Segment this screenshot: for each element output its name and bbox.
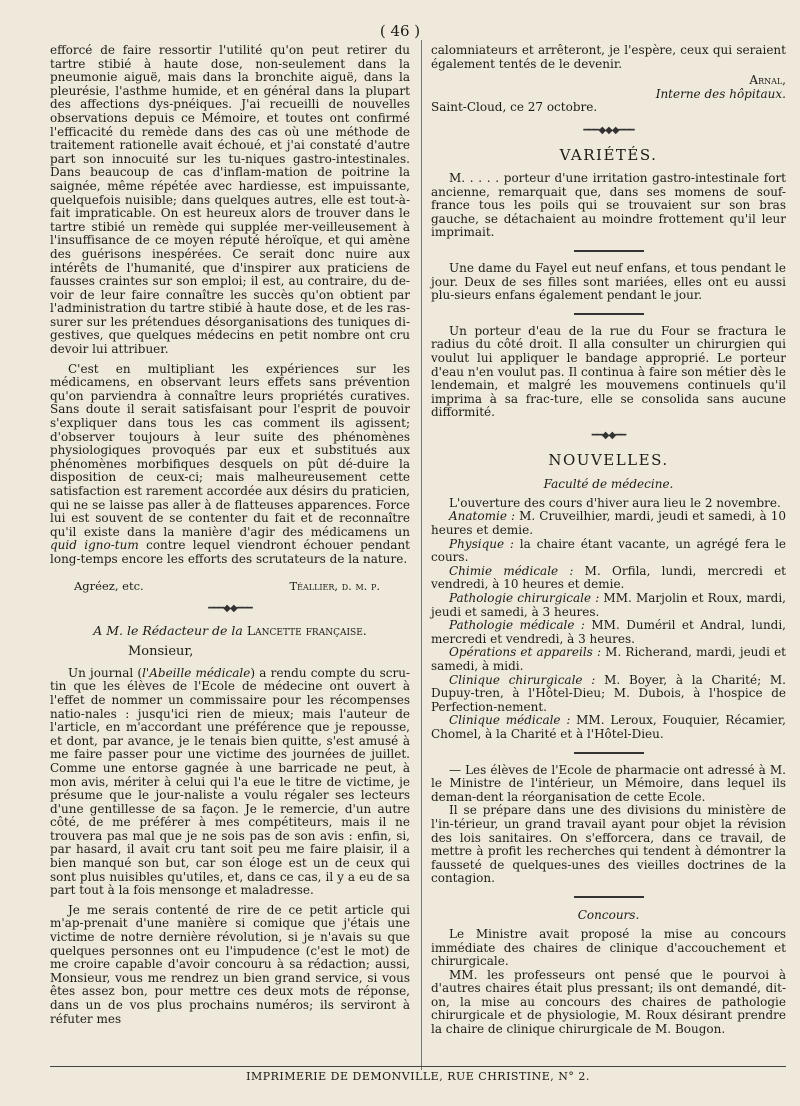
subsection-title-concours: Concours. [577, 907, 640, 922]
paragraph: Une dame du Fayel eut neuf enfans, et tous pendant le jour. Deux de ses filles sont mariées, elles ont eu aussi plu-sieurs enfans également pendant le jour. [431, 260, 786, 303]
paragraph: — Les élèves de l'Ecole de pharmacie ont adressé à M. le Ministre de l'intérieur, un Mémoire, dans lequel ils deman-dent la réorganisation de cette Ecole. [431, 762, 786, 804]
signer-title: Interne des hôpitaux. [655, 86, 786, 101]
course-details: M. Orfila, lundi, mercredi et vendredi, à 10 heures et demie. [431, 563, 786, 592]
course-subject: Clinique médicale : [449, 713, 571, 728]
letter-signer: Arnal, [749, 73, 786, 88]
letter-heading-text: A M. le Rédacteur de la [93, 622, 247, 638]
left-column [50, 44, 410, 1026]
course-details: la chaire étant vacante, un agrégé fera le cours. [431, 536, 787, 565]
course-details: M. Boyer, à la Charité; M. Dupuy-tren, à l'Hôtel-Dieu; M. Dubois, à l'hospice de Perfection-nement. [431, 672, 786, 714]
paragraph: MM. les professeurs ont pensé que le pourvoi à d'autres chaires était plus pressant; ils ont demandé, dit-on, la mise au concours des chaires de pathologie chirurgicale et de physiologie, M. Roux désirant prendre la chaire de clinique chirurgicale de M. Bougon. [431, 967, 786, 1037]
letter-heading [50, 624, 410, 638]
paragraph: calomniateurs et arrêteront, je l'espère, ceux qui seraient également tentés de le devenir. [431, 43, 786, 71]
signature: Téallier, d. m. p. [289, 578, 380, 593]
course-subject: Anatomie : [449, 509, 516, 524]
journal-title: l'Abeille médicale [142, 665, 251, 680]
page-number: ( 46 ) [379, 22, 421, 40]
course-subject: Pathologie médicale : [449, 618, 585, 633]
paragraph: efforcé de faire ressortir l'utilité qu'on peut retirer du tartre stibié à haute dose, non-seulement dans la pneumonie aiguë, mais dans la bronchite aiguë, dans la pleurésie, l'asthme humide, et en général dans la plupart des affections dys-pnéiques. J'ai recueilli de nouvelles observations depuis ce Mémoire, et toutes ont confirmé l'efficacité du remède dans des cas où une méthode de traitement rationelle avait échoué, et j'ai constaté d'autre part son innocuité sur les tu-niques gastro-intestinales. Dans beaucoup de cas d'inflam-mation de poitrine la saignée, même répétée avec hardiesse, est impuissante, quelquefois nuisible; dans quelques autres, elle est tout-à-fait impraticable. On est heureux alors de trouver dans le tartre stibié un remède qui supplée mer-veilleusement à l'insuffisance de ce moyen réputé héroïque, et qui amène des guérisons inespérées. Ce serait donc nuire aux intérêts de l'humanité, que d'inspirer aux praticiens de fausses craintes sur son emploi; il est, au contraire, du de-voir de leur faire connaître les succès qu'on obtient par l'administration du tartre stibié à haute dose, et de les ras-surer sur les prétendues désorganisations des tuniques di-gestives, que quelques médecins en petit nombre ont cru devoir lui attribuer. [50, 43, 410, 357]
right-column [431, 44, 786, 1037]
paragraph [50, 667, 410, 898]
salutation: Monsieur, [128, 644, 194, 660]
paragraph-text: C'est en multipliant les expériences sur les médicamens, en observant leurs effets sans prévention qu'on parviendra à connaître leurs propriétés curatives. Sans doute il serait satisfaisant pour l'esprit de pouvoir s'expliquer dans tous les cas comment ils agissent; d'observer toujours à leur suite des phénomènes physiologiques provoqués par eux et substitués aux phénomènes morbifiques desquels on pût dé-duire la disposition de ceux-ci; mais malheureusement cette satisfaction est rarement accordée aux désirs du praticien, qui ne se laisse pas aller à de flatteuses apparences. Force lui est souvent de se contenter du fait et de reconnaître qu'il existe dans la manière d'agir des médicamens un [50, 361, 410, 539]
course-subject: Physique : [449, 536, 514, 551]
course-details: MM. Duméril et Andral, lundi, mercredi et vendredi, à 3 heures. [431, 618, 786, 646]
paragraph-text: ) a rendu compte du scru-tin que les élèves de l'Ecole de médecine ont ouvert à l'effet de nommer un commissaire pour les récompenses natio-nales : jusqu'ici rien de mieux; mais l'auteur de l'article, en m'accordant une préférence que je repousse, et dont, par avance, je le tenais bien quitte, s'est amusé à me faire passer pour une victime des journées de juillet. Comme une entorse gagnée à une barricade ne peut, à mon avis, mériter à celui qui l'a eue le titre de victime, je présume que le jour-naliste a voulu régaler ses lecteurs d'une gentillesse de sa façon. Je le remercie, d'un autre côté, de me préférer à mes compétiteurs, mais il ne trouvera pas mal que je ne sois pas de son avis : enfin, si, par hasard, il avait cru tant soit peu me faire plaisir, il a bien manqué son but, car son éloge est un de ceux qui sont plus nuisibles qu'utiles, et, dans ce cas, il y a eu de sa part tout à la fois mensonge et maladresse. [50, 665, 410, 898]
course-subject: Clinique chirurgicale : [449, 672, 596, 687]
course-details: M. Richerand, mardi, jeudi et samedi, à midi. [431, 645, 786, 673]
list-item [431, 714, 786, 741]
section-title-varietes: VARIÉTÉS. [559, 145, 658, 164]
list-item [431, 565, 786, 592]
ornament-divider: ━━━◆◆━━━ [208, 602, 252, 614]
list-item [431, 646, 786, 673]
course-details: MM. Marjolin et Roux, mardi, jeudi et samedi, à 3 heures. [431, 591, 786, 619]
ornament-divider: ━━━◆◆◆━━━ [583, 124, 634, 136]
paragraph-text: Un journal ( [68, 665, 143, 680]
column-divider [421, 40, 422, 1070]
subsection-title-faculte: Faculté de médecine. [543, 476, 674, 491]
short-rule [574, 250, 644, 252]
journal-name: Lancette française. [246, 622, 367, 638]
printer-imprint: IMPRIMERIE DE DEMONVILLE, RUE CHRISTINE, N° 2. [50, 1066, 786, 1083]
list-item [431, 538, 786, 565]
latin-phrase: quid igno-tum [50, 538, 139, 553]
short-rule [574, 752, 644, 754]
list-item [431, 592, 786, 619]
letter-closing [50, 579, 410, 593]
course-details: MM. Leroux, Fouquier, Récamier, Chomel, à la Charité et à l'Hôtel-Dieu. [431, 713, 786, 741]
section-title-nouvelles: NOUVELLES. [548, 450, 669, 469]
paragraph: Le Ministre avait proposé la mise au concours immédiate des chaires de clinique d'accouchement et chirurgicale. [431, 926, 786, 969]
paragraph: M. . . . . porteur d'une irritation gastro-intestinale fort ancienne, remarquait que, dans ses momens de souf-france tous les poils qui se trouvaient sur son bras gauche, se détachaient au moindre frottement qu'il leur imprimait. [431, 170, 786, 240]
course-subject: Pathologie chirurgicale : [449, 591, 600, 606]
list-item [431, 619, 786, 646]
list-item [431, 510, 786, 537]
paragraph [50, 363, 410, 567]
short-rule [574, 896, 644, 898]
paragraph-text: contre lequel viendront échouer pendant long-temps encore les efforts des scrutateurs de la nature. [50, 538, 411, 566]
closing: Agréez, etc. [74, 578, 144, 593]
course-subject: Opérations et appareils : [449, 645, 602, 660]
paragraph: Un porteur d'eau de la rue du Four se fractura le radius du côté droit. Il alla consulter un chirurgien qui voulut lui appliquer le bandage approprié. Le porteur d'eau n'en voulut pas. Il continua à faire son métier dès le lendemain, et malgré les mouvemens continuels qu'il imprima à sa frac-ture, elle se consolida sans aucune difformité. [431, 323, 786, 420]
place-date: Saint-Cloud, ce 27 octobre. [431, 100, 598, 115]
paragraph: Il se prépare dans une des divisions du ministère de l'in-térieur, un grand travail ayant pour objet la révision des lois sanitaires. On s'efforcera, dans ce travail, de mettre à profit les recherches qui tendent à démontrer la fausseté de quelques-unes des vieilles doctrines de la contagion. [431, 803, 786, 886]
course-details: M. Cruveilhier, mardi, jeudi et samedi, à 10 heures et demie. [431, 509, 786, 538]
paragraph: L'ouverture des cours d'hiver aura lieu le 2 novembre. [449, 495, 781, 510]
course-list [431, 510, 786, 741]
paragraph: Je me serais contenté de rire de ce petit article qui m'ap-prenait d'une manière si comique que j'étais une victime de notre dernière révolution, si je n'avais su que quelques personnes ont eu l'impudence (c'est le mot) de me croire capable d'avoir concouru à sa rédaction; aussi, Monsieur, vous me rendrez un bien grand service, si vous êtes assez bon, pour mettre ces deux mots de réponse, dans un de vos plus prochains numéros; ils serviront à réfuter mes [50, 902, 410, 1026]
short-rule [574, 313, 644, 315]
ornament-divider: ━━◆◆━━ [591, 429, 626, 441]
course-subject: Chimie médicale : [449, 563, 574, 578]
list-item [431, 674, 786, 715]
